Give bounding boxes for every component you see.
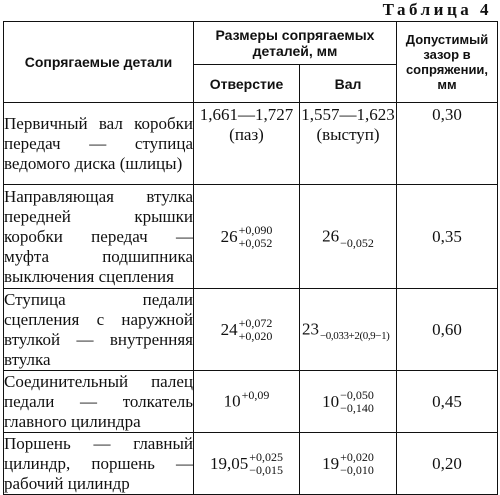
- fits-table: [3, 21, 498, 495]
- deviations: [340, 451, 374, 477]
- gap-cell: 0,20: [397, 433, 498, 495]
- header-hole: Отверстие: [194, 65, 300, 103]
- nominal-size: 10: [322, 391, 340, 411]
- shaft-cell: [300, 103, 397, 185]
- deviations: [320, 316, 389, 343]
- part-text: Первичный вал коробки передач — ступица ведомого диска (шлицы): [4, 113, 193, 173]
- shaft-cell: [300, 371, 397, 433]
- hole-tolerance: [221, 224, 273, 250]
- nominal-size: 19: [322, 453, 340, 473]
- table-row: [4, 103, 498, 185]
- part-cell: [4, 103, 194, 185]
- upper-deviation: +0,090: [238, 222, 273, 237]
- lower-deviation: −0,010: [340, 462, 374, 477]
- gap-cell: 0,35: [397, 185, 498, 289]
- shaft-tolerance: [322, 451, 374, 477]
- upper-deviation: +0,072: [238, 315, 273, 330]
- hole-cell: [194, 103, 300, 185]
- deviations: [239, 224, 273, 250]
- hole-value: 1,661—1,727: [199, 105, 294, 124]
- lower-deviation: −0,033+2(0,9−1): [320, 330, 390, 342]
- deviations: [249, 451, 283, 477]
- shaft-cell: [300, 289, 397, 371]
- header-parts: Сопрягаемые детали: [4, 22, 194, 103]
- part-text: Ступица педали сцепления с наружной втулкой — внутренняя втулка: [4, 289, 193, 369]
- lower-deviation: +0,020: [238, 328, 273, 343]
- part-cell: [4, 289, 194, 371]
- shaft-tolerance: [302, 316, 389, 343]
- deviations: [239, 317, 273, 343]
- table-row: [4, 185, 498, 289]
- nominal-size: 26: [322, 226, 340, 246]
- table-caption: Таблица 4: [382, 0, 492, 19]
- shaft-tolerance: [322, 389, 374, 415]
- hole-cell: [194, 433, 300, 495]
- deviations: [340, 223, 374, 250]
- hole-tolerance: [224, 389, 270, 414]
- deviations: [340, 389, 374, 415]
- part-text: Соединительный палец педали — толкатель главного цилиндра: [4, 371, 193, 431]
- lower-deviation: −0,015: [249, 462, 284, 477]
- shaft-note: (выступ): [316, 125, 380, 144]
- hole-cell: [194, 289, 300, 371]
- hole-cell: [194, 371, 300, 433]
- nominal-size: 24: [220, 319, 238, 339]
- upper-deviation: +0,020: [340, 449, 374, 464]
- upper-deviation: +0,09: [241, 388, 270, 402]
- part-text: Направляющая втулка передней крышки коробки передач — муфта подшипника выключения сцепления: [4, 186, 193, 286]
- table-row: [4, 371, 498, 433]
- gap-cell: 0,45: [397, 371, 498, 433]
- hole-cell: [194, 185, 300, 289]
- part-text: Поршень — главный цилиндр, поршень — рабочий цилиндр: [4, 433, 193, 493]
- shaft-cell: [300, 433, 397, 495]
- lower-deviation: −0,052: [340, 236, 374, 250]
- part-cell: [4, 371, 194, 433]
- gap-cell: 0,30: [397, 103, 498, 185]
- table-row: [4, 289, 498, 371]
- shaft-tolerance: [322, 223, 374, 250]
- shaft-value: 1,557—1,623: [301, 105, 395, 124]
- nominal-size: 10: [223, 391, 241, 411]
- header-sizes: Размеры сопрягаемых деталей, мм: [194, 22, 397, 65]
- gap-cell: 0,60: [397, 289, 498, 371]
- hole-note: (паз): [229, 125, 264, 144]
- part-cell: [4, 433, 194, 495]
- upper-deviation: −0,050: [340, 387, 374, 402]
- nominal-size: 23: [302, 319, 319, 339]
- header-shaft: Вал: [300, 65, 397, 103]
- table-row: [4, 433, 498, 495]
- part-cell: [4, 185, 194, 289]
- hole-tolerance: [210, 451, 283, 477]
- deviations: [242, 389, 270, 414]
- hole-tolerance: [221, 317, 273, 343]
- shaft-cell: [300, 185, 397, 289]
- header-gap: Допустимый зазор в сопряжении, мм: [397, 22, 498, 103]
- nominal-size: 19,05: [209, 453, 249, 473]
- lower-deviation: +0,052: [238, 235, 273, 250]
- upper-deviation: +0,025: [249, 449, 284, 464]
- nominal-size: 26: [220, 226, 238, 246]
- lower-deviation: −0,140: [340, 400, 374, 415]
